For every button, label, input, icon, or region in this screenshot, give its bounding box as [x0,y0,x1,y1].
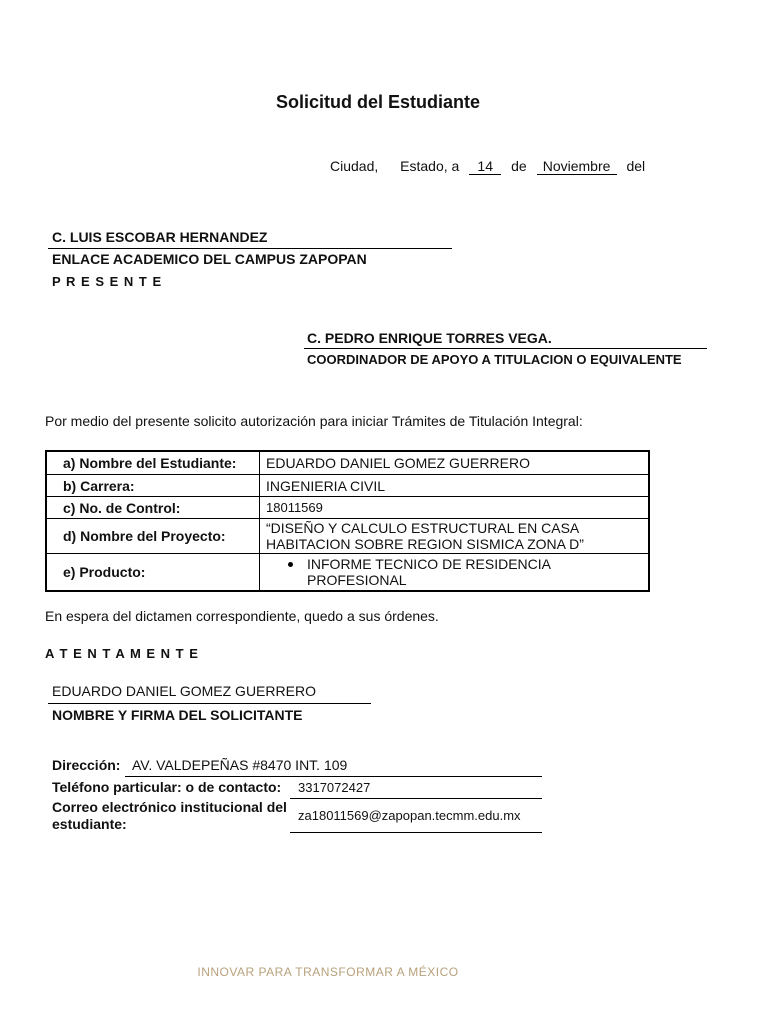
presente-label: P R E S E N T E [52,274,163,289]
telefono-label: Teléfono particular: o de contacto: [52,779,282,795]
attention-name: C. PEDRO ENRIQUE TORRES VEGA. [307,330,552,346]
date-ciudad: Ciudad, [330,158,379,174]
date-day: 14 [469,158,501,175]
atentamente-label: A T E N T A M E N T E [45,646,199,661]
project-line-1: “DISEÑO Y CALCULO ESTRUCTURAL EN CASA [266,520,580,536]
signature-name: EDUARDO DANIEL GOMEZ GUERRERO [52,683,316,699]
recipient-divider [48,248,452,249]
date-de: de [511,158,527,174]
product-line-1: INFORME TECNICO DE RESIDENCIA [307,556,551,572]
table-row [46,475,649,497]
product-bullet-item [266,556,642,588]
row-label: e) Producto: [46,554,260,592]
telefono-line [290,798,542,799]
signature-caption: NOMBRE Y FIRMA DEL SOLICITANTE [52,707,303,723]
request-table [45,450,650,592]
date-line [330,158,645,175]
closing-text: En espera del dictamen correspondiente, quedo a sus órdenes. [45,608,439,624]
date-month: Noviembre [537,158,617,175]
row-value: EDUARDO DANIEL GOMEZ GUERRERO [260,451,650,475]
row-label: b) Carrera: [46,475,260,497]
attention-divider [304,348,707,349]
table-row [46,519,649,554]
product-text [307,556,551,588]
direccion-value: AV. VALDEPEÑAS #8470 INT. 109 [132,757,348,773]
product-line-2: PROFESIONAL [307,572,407,588]
row-value [260,554,650,592]
row-label: a) Nombre del Estudiante: [46,451,260,475]
recipient-name: C. LUIS ESCOBAR HERNANDEZ [52,229,268,245]
signature-line [48,703,371,704]
correo-value: za18011569@zapopan.tecmm.edu.mx [298,808,521,823]
page-title: Solicitud del Estudiante [275,92,481,112]
footer-slogan: INNOVAR PARA TRANSFORMAR A MÉXICO [197,965,459,979]
row-value [260,519,650,554]
project-line-2: HABITACION SOBRE REGION SISMICA ZONA D” [266,536,584,552]
row-value: INGENIERIA CIVIL [260,475,650,497]
date-estado: Estado, a [400,158,460,174]
correo-label-line-2: estudiante: [52,816,127,832]
correo-label-line-1: Correo electrónico institucional del [52,799,287,815]
table-row [46,497,649,519]
direccion-label: Dirección: [52,757,121,773]
table-row [46,554,649,592]
attention-position: COORDINADOR DE APOYO A TITULACION O EQUIVALENTE [307,352,682,367]
table-row [46,451,649,475]
correo-line [290,832,542,833]
telefono-value: 3317072427 [298,780,371,795]
recipient-position: ENLACE ACADEMICO DEL CAMPUS ZAPOPAN [52,251,367,267]
row-label: c) No. de Control: [46,497,260,519]
bullet-icon [288,562,293,567]
direccion-line [125,776,542,777]
row-value: 18011569 [260,497,650,519]
date-del: del [626,158,646,174]
intro-text: Por medio del presente solicito autorización para iniciar Trámites de Titulación Integral: [45,413,583,429]
row-label: d) Nombre del Proyecto: [46,519,260,554]
